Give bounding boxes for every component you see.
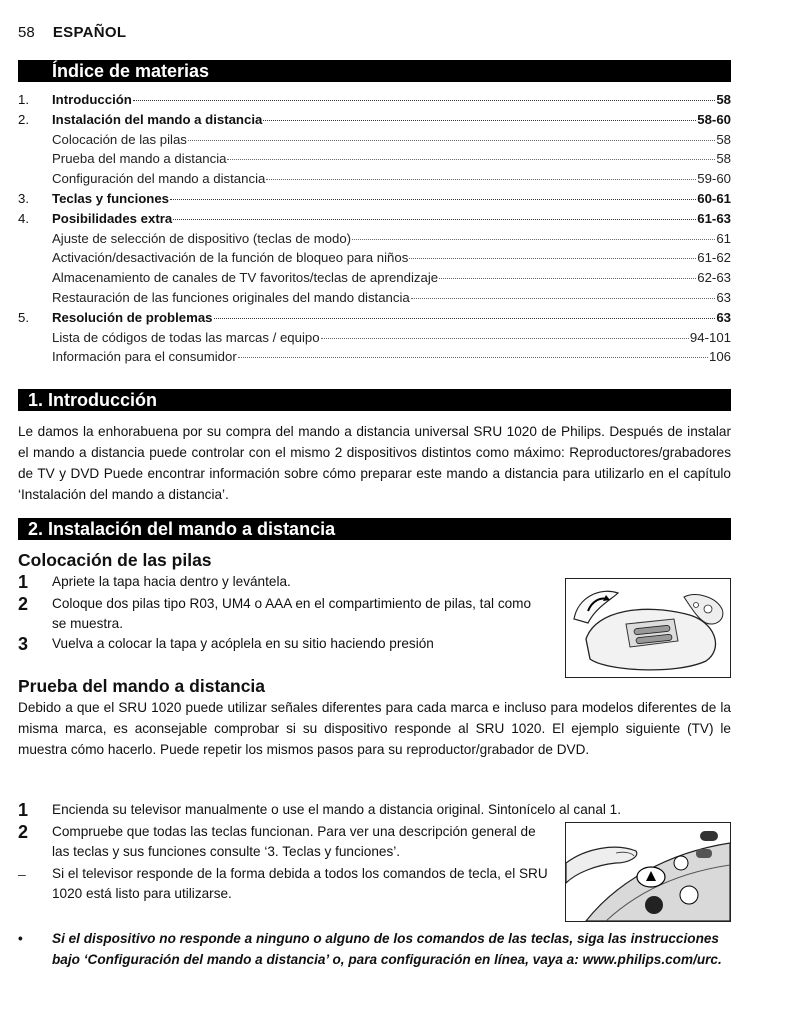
toc-entry-title: Posibilidades extra xyxy=(52,210,173,226)
toc-entry-number: 3. xyxy=(18,190,29,206)
toc-title-bar xyxy=(18,60,731,82)
toc-leader-dots xyxy=(321,337,689,339)
toc-entry-page: 60-61 xyxy=(697,190,731,206)
toc-entry xyxy=(18,231,731,251)
toc-entry xyxy=(18,330,731,350)
toc-entry-page: 63 xyxy=(716,309,731,325)
toc-entry-title: Restauración de las funciones originales del mando distancia xyxy=(52,289,410,305)
toc-entry-page: 63 xyxy=(716,289,731,305)
hand-remote-illustration xyxy=(566,823,730,921)
toc-leader-dots xyxy=(170,198,696,200)
toc-entry-title: Colocación de las pilas xyxy=(52,131,187,147)
toc-entry-title: Introducción xyxy=(52,92,132,107)
toc-leader-dots xyxy=(352,238,715,240)
heading-batteries: Colocación de las pilas xyxy=(18,550,212,570)
toc-leader-dots xyxy=(188,139,715,141)
toc-entry-page: 106 xyxy=(708,349,731,365)
table-of-contents xyxy=(18,92,731,369)
toc-entry xyxy=(18,349,731,369)
toc-entry-number: 1. xyxy=(18,92,29,107)
step-text: Coloque dos pilas tipo R03, UM4 o AAA en el compartimiento de pilas, tal como se muestra. xyxy=(52,596,532,631)
step-text: Compruebe que todas las teclas funcionan. Para ver una descripción general de las teclas y sus funciones consulte ‘3. Teclas y funciones’. xyxy=(52,824,536,859)
toc-entry-number: 2. xyxy=(18,111,29,127)
toc-leader-dots xyxy=(263,119,696,121)
toc-leader-dots xyxy=(439,277,696,279)
note-bullet: • xyxy=(18,931,23,946)
toc-entry-title: Resolución de problemas xyxy=(52,309,213,325)
step-text: Apriete la tapa hacia dentro y levántela. xyxy=(52,574,291,589)
step-number: 2 xyxy=(18,594,29,614)
toc-entry-title: Ajuste de selección de dispositivo (teclas de modo) xyxy=(52,230,352,246)
test-paragraph: Debido a que el SRU 1020 puede utilizar señales diferentes para cada marca e incluso para modelos diferentes de la misma marca, es aconsejable comprobar si su dispositivo responde al SRU 1020. El ejemplo siguiente (TV) le muestra cómo hacerlo. Puede repetir los mismos pasos para su reproductor/grabador de DVD. xyxy=(18,700,731,757)
battery-step-3 xyxy=(18,634,548,654)
toc-entry-title: Configuración del mando a distancia xyxy=(52,171,266,187)
toc-entry-page: 61-62 xyxy=(697,250,731,266)
page-number: 58 xyxy=(18,24,35,41)
toc-leader-dots xyxy=(214,317,716,319)
page-header xyxy=(18,24,126,41)
toc-entry-number: 4. xyxy=(18,210,29,226)
toc-entry-title: Activación/desactivación de la función de bloqueo para niños xyxy=(52,250,409,266)
step-text: Si el televisor responde de la forma debida a todos los comandos de tecla, el SRU 1020 está listo para utilizarse. xyxy=(52,866,548,901)
toc-leader-dots xyxy=(409,257,696,259)
heading-test: Prueba del mando a distancia xyxy=(18,676,266,696)
toc-entry-page: 58 xyxy=(716,151,731,167)
toc-entry-title: Lista de códigos de todas las marcas / equipo xyxy=(52,329,320,345)
toc-entry-title: Teclas y funciones xyxy=(52,190,170,206)
step-number: 1 xyxy=(18,572,29,592)
toc-entry-page: 62-63 xyxy=(697,270,731,286)
toc-entry-page: 61 xyxy=(716,230,731,246)
toc-leader-dots xyxy=(173,218,696,220)
toc-entry xyxy=(18,151,731,171)
step-number: 2 xyxy=(18,822,29,842)
battery-figure xyxy=(565,578,731,678)
section-bar-installation xyxy=(18,518,731,540)
toc-entry xyxy=(18,250,731,270)
step-text: Vuelva a colocar la tapa y acóplela en su sitio haciendo presión xyxy=(52,636,434,651)
step-text: Encienda su televisor manualmente o use el mando a distancia original. Sintonícelo al canal 1. xyxy=(52,802,622,817)
toc-entry xyxy=(18,211,731,231)
toc-entry-page: 61-63 xyxy=(697,210,731,226)
toc-entry-page: 58 xyxy=(716,131,731,147)
toc-entry xyxy=(18,290,731,310)
toc-leader-dots xyxy=(411,297,716,299)
toc-entry-title: Información para el consumidor xyxy=(52,349,237,365)
section-title-introduction: 1. Introducción xyxy=(28,390,158,410)
toc-entry-page: 59-60 xyxy=(697,171,731,187)
step-number: 1 xyxy=(18,800,29,820)
troubleshoot-note xyxy=(18,928,731,970)
toc-entry xyxy=(18,310,731,330)
test-step-result xyxy=(18,864,563,904)
battery-step-2 xyxy=(18,594,548,634)
toc-entry xyxy=(18,112,731,132)
remote-battery-illustration xyxy=(566,579,730,677)
section-bar-introduction xyxy=(18,389,731,411)
toc-entry-page: 94-101 xyxy=(689,329,731,345)
toc-entry-number: 5. xyxy=(18,309,29,325)
note-text: Si el dispositivo no responde a ninguno o alguno de los comandos de las teclas, siga las instrucciones bajo ‘Configuración del mando a distancia’ o, para configuración en línea, vaya a: www.philips.com/urc. xyxy=(52,931,722,967)
language-label: ESPAÑOL xyxy=(52,24,127,41)
intro-paragraph: Le damos la enhorabuena por su compra del mando a distancia universal SRU 1020 de Philips. Después de instalar el mando a distancia puede controlar con el mismo 2 dispositivos distintos como máximo: Reproductores/grabadores de TV y DVD Puede encontrar información sobre cómo preparar este mando a distancia para utilizarlo en el capítulo ‘Instalación del mando a distancia’. xyxy=(18,424,731,502)
toc-entry xyxy=(18,92,731,112)
toc-entry xyxy=(18,270,731,290)
step-number: 3 xyxy=(18,634,29,654)
section-title-installation: 2. Instalación del mando a distancia xyxy=(28,519,336,539)
toc-entry-title: Instalación del mando a distancia xyxy=(52,111,263,127)
toc-leader-dots xyxy=(227,158,715,160)
toc-entry xyxy=(18,171,731,191)
toc-leader-dots xyxy=(133,99,715,101)
test-figure xyxy=(565,822,731,922)
step-dash: – xyxy=(18,866,26,882)
battery-step-1 xyxy=(18,572,538,592)
toc-entry-page: 58 xyxy=(716,92,731,107)
toc-entry-page: 58-60 xyxy=(697,111,731,127)
toc-entry-title: Almacenamiento de canales de TV favoritos/teclas de aprendizaje xyxy=(52,270,439,286)
toc-entry xyxy=(18,191,731,211)
toc-leader-dots xyxy=(266,178,696,180)
test-step-2 xyxy=(18,822,548,862)
toc-entry xyxy=(18,132,731,152)
toc-entry-title: Prueba del mando a distancia xyxy=(52,151,227,167)
toc-leader-dots xyxy=(238,356,708,358)
test-step-1 xyxy=(18,800,731,820)
toc-title: Índice de materias xyxy=(52,61,210,81)
